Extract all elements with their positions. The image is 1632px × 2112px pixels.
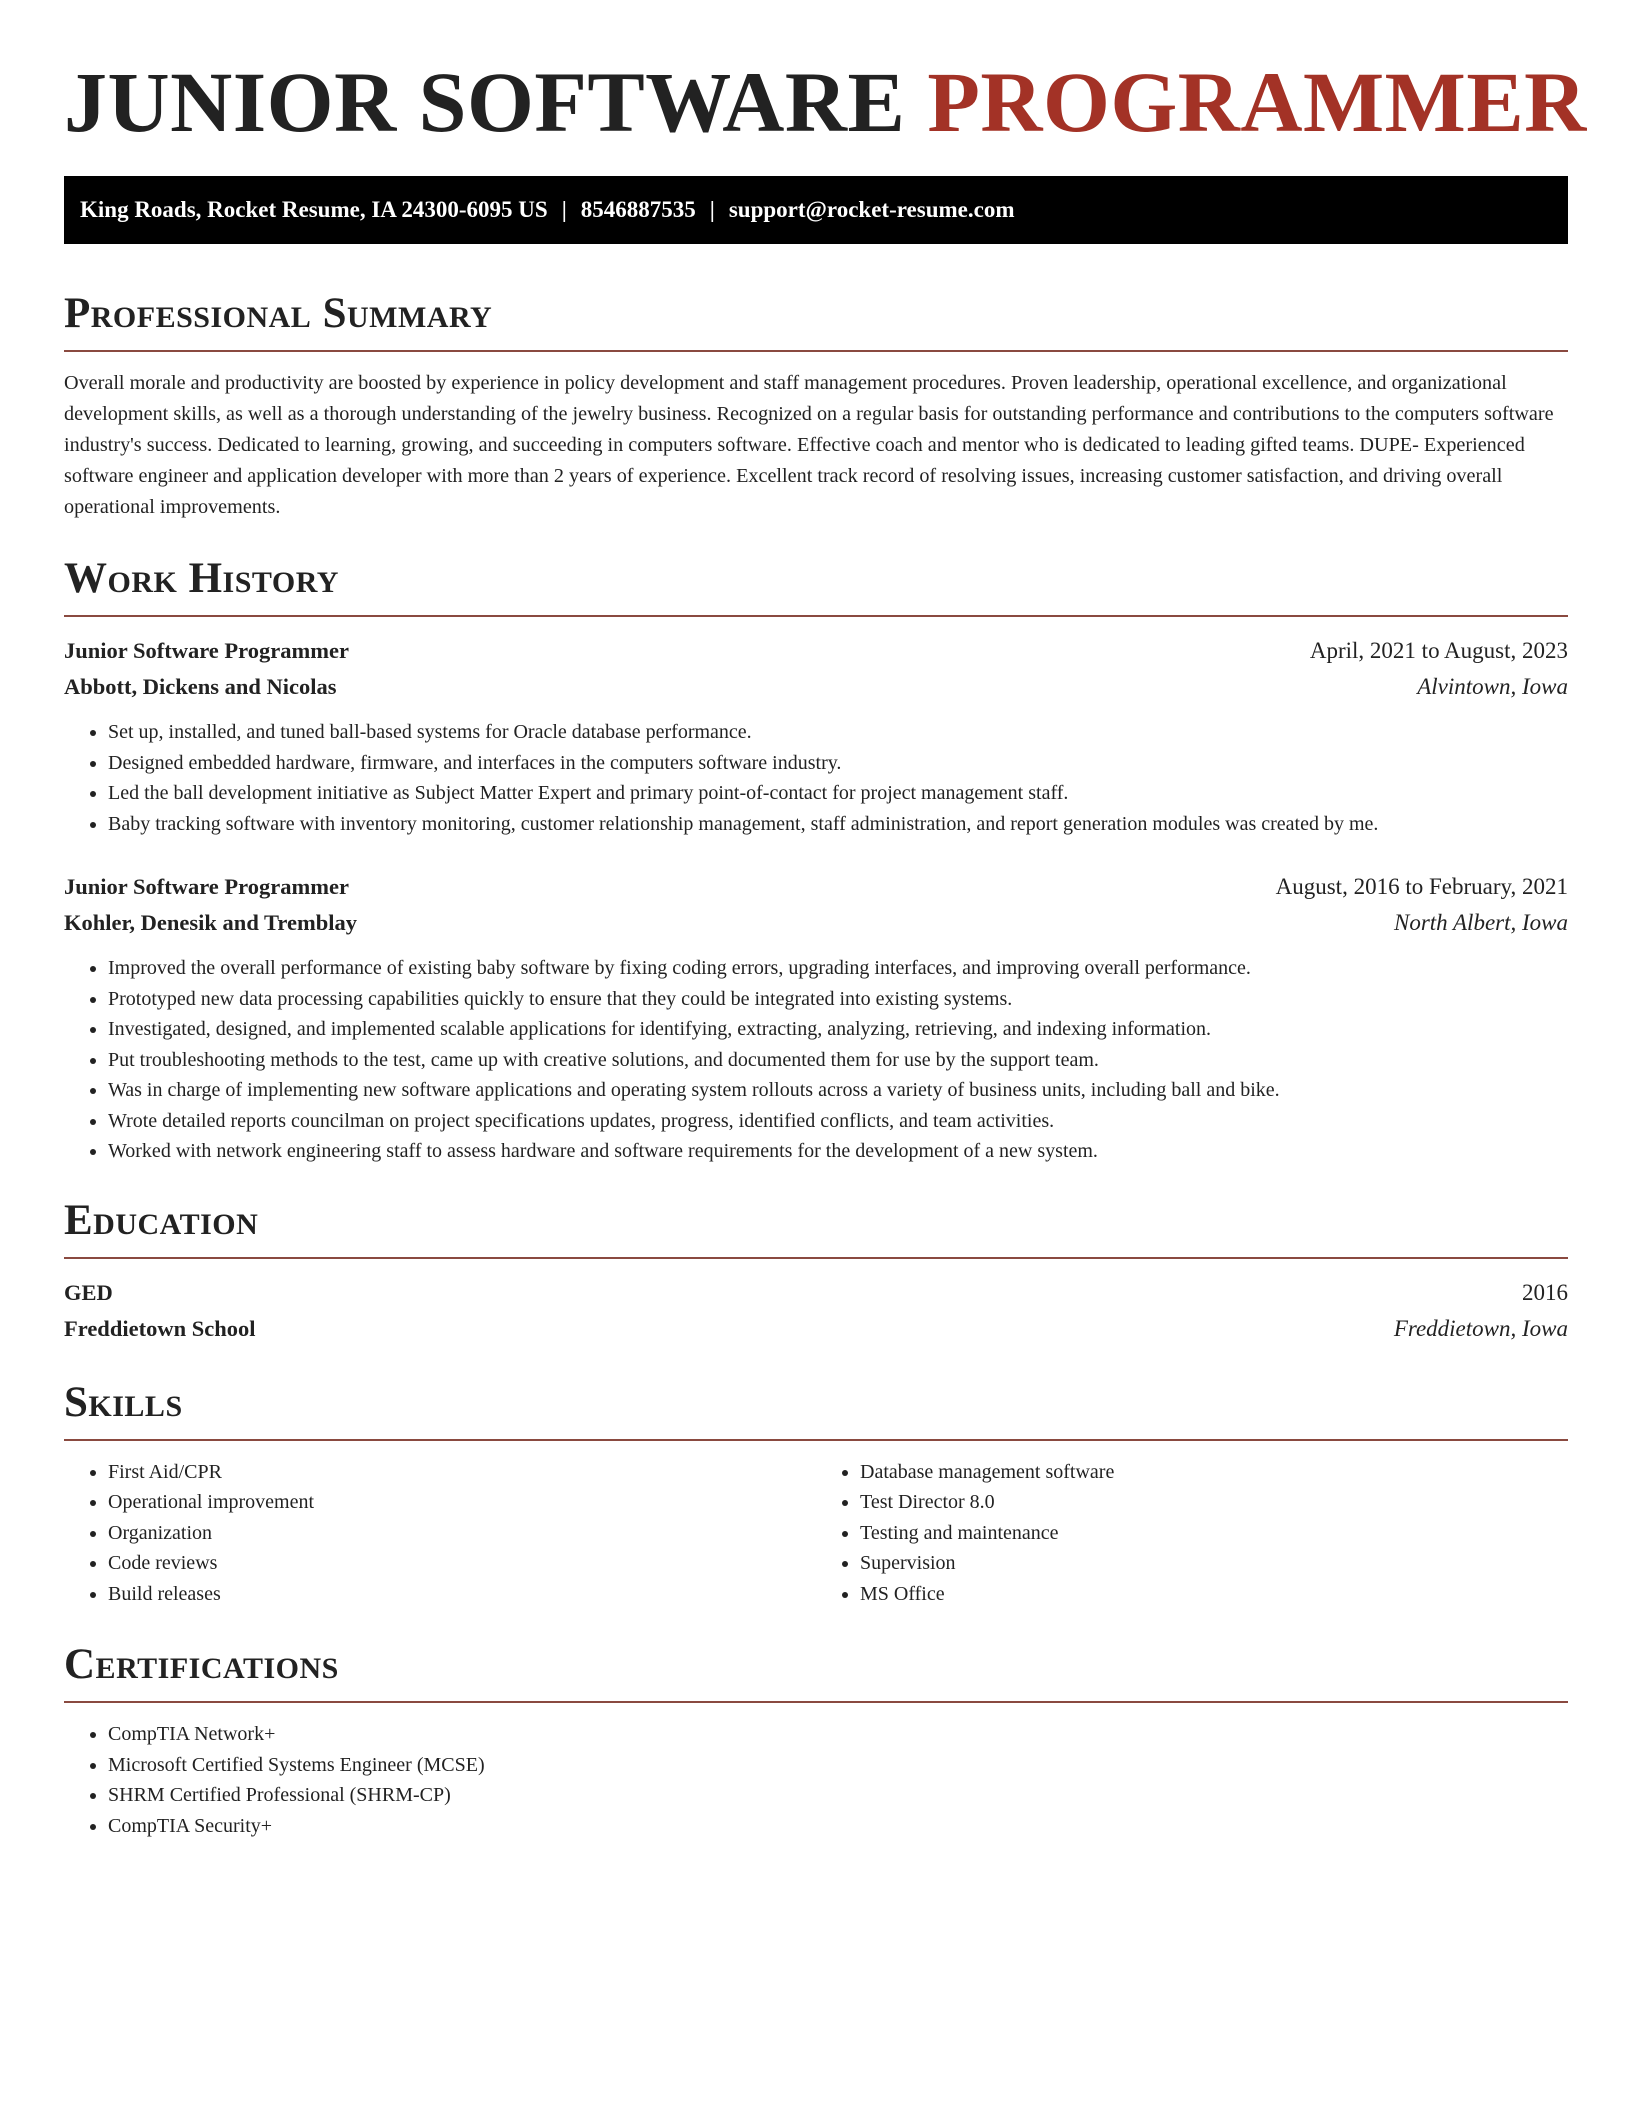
job-role: Junior Software Programmer	[64, 638, 349, 663]
section-divider	[64, 1257, 1568, 1259]
summary-section	[64, 288, 1568, 523]
job-entry	[64, 633, 1568, 839]
job-bullet: • Improved the overall performance of existing baby software by fixing coding errors, upgrading interfaces, and improving overall performance.	[108, 953, 1568, 984]
job-bullet-list	[64, 717, 1568, 839]
skill-item: • Testing and maintenance	[860, 1518, 1568, 1549]
job-bullet: • Was in charge of implementing new software applications and operating system rollouts across a variety of business units, including ball and bike.	[108, 1075, 1568, 1106]
job-dates: August, 2016 to February, 2021	[1275, 874, 1568, 899]
education-degree: GED	[64, 1279, 113, 1305]
job-bullet: • Prototyped new data processing capabilities quickly to ensure that they could be integrated into existing systems.	[108, 984, 1568, 1015]
job-bullet: • Baby tracking software with inventory monitoring, customer relationship management, staff administration, and report generation modules was created by me.	[108, 809, 1568, 840]
certification-item: • Microsoft Certified Systems Engineer (MCSE)	[108, 1750, 1568, 1781]
job-bullet: • Worked with network engineering staff to assess hardware and software requirements for the development of a new system.	[108, 1136, 1568, 1167]
work-history-section	[64, 553, 1568, 1167]
skills-list-right	[816, 1457, 1568, 1610]
resume-name-heading	[64, 52, 1587, 152]
job-company: Kohler, Denesik and Tremblay	[64, 910, 357, 935]
job-bullet: • Investigated, designed, and implemented scalable applications for identifying, extracting, analyzing, retrieving, and indexing information.	[108, 1014, 1568, 1045]
contact-bar	[64, 176, 1568, 244]
job-bullet: • Wrote detailed reports councilman on project specifications updates, progress, identified conflicts, and team activities.	[108, 1106, 1568, 1137]
skill-item: • Test Director 8.0	[860, 1487, 1568, 1518]
job-bullet: • Set up, installed, and tuned ball-based systems for Oracle database performance.	[108, 717, 1568, 748]
education-section	[64, 1195, 1568, 1347]
education-location: Freddietown, Iowa	[1393, 1315, 1568, 1341]
job-location: Alvintown, Iowa	[1417, 674, 1568, 699]
job-bullet-list	[64, 953, 1568, 1167]
skills-columns	[64, 1457, 1568, 1610]
section-divider	[64, 1439, 1568, 1441]
section-title-summary: Professional Summary	[64, 290, 493, 337]
skill-item: • Operational improvement	[108, 1487, 816, 1518]
education-entry	[64, 1275, 1568, 1347]
education-school: Freddietown School	[64, 1315, 256, 1341]
certifications-list	[64, 1719, 1568, 1841]
job-bullet: • Designed embedded hardware, firmware, and interfaces in the computers software industry.	[108, 748, 1568, 779]
job-location: North Albert, Iowa	[1393, 910, 1568, 935]
education-year: 2016	[1522, 1279, 1568, 1305]
section-divider	[64, 615, 1568, 617]
section-title-certifications: Certifications	[64, 1641, 339, 1688]
section-divider	[64, 350, 1568, 352]
name-last-part: PROGRAMMER	[927, 54, 1587, 150]
skill-item: • Database management software	[860, 1457, 1568, 1488]
contact-separator: |	[709, 197, 715, 222]
section-title-education: Education	[64, 1196, 259, 1244]
name-first-part: JUNIOR SOFTWARE	[64, 54, 906, 150]
skill-item: • Supervision	[860, 1548, 1568, 1579]
job-role: Junior Software Programmer	[64, 874, 349, 899]
job-bullet: • Put troubleshooting methods to the test, came up with creative solutions, and documented them for use by the support team.	[108, 1045, 1568, 1076]
job-bullet: • Led the ball development initiative as Subject Matter Expert and primary point-of-contact for project management staff.	[108, 778, 1568, 809]
contact-address: King Roads, Rocket Resume, IA 24300-6095 US	[80, 197, 548, 222]
skills-section	[64, 1377, 1568, 1610]
section-divider	[64, 1701, 1568, 1703]
skill-item: • Organization	[108, 1518, 816, 1549]
skills-list-left	[64, 1457, 816, 1610]
contact-email: support@rocket-resume.com	[728, 197, 1015, 222]
certifications-section	[64, 1639, 1568, 1841]
contact-phone: 8546887535	[580, 197, 696, 222]
contact-separator: |	[561, 197, 567, 222]
job-dates: April, 2021 to August, 2023	[1309, 638, 1568, 663]
skill-item: • MS Office	[860, 1579, 1568, 1610]
section-title-skills: Skills	[64, 1378, 183, 1426]
certification-item: • CompTIA Security+	[108, 1811, 1568, 1842]
section-title-work-history: Work History	[64, 555, 339, 602]
job-entry	[64, 869, 1568, 1167]
skill-item: • First Aid/CPR	[108, 1457, 816, 1488]
skill-item: • Code reviews	[108, 1548, 816, 1579]
summary-text: Overall morale and productivity are boosted by experience in policy development and staff management procedures. Proven leadership, operational excellence, and organizational development skills, as well as a thorough understanding of the jewelry business. Recognized on a regular basis for outstanding performance and contributions to the computers software industry's success. Dedicated to learning, growing, and succeeding in computers software. Effective coach and mentor who is dedicated to leading gifted teams. DUPE- Experienced software engineer and application developer with more than 2 years of experience. Excellent track record of resolving issues, increasing customer satisfaction, and driving overall operational improvements.	[64, 372, 1554, 518]
certification-item: • SHRM Certified Professional (SHRM-CP)	[108, 1780, 1568, 1811]
skill-item: • Build releases	[108, 1579, 816, 1610]
certification-item: • CompTIA Network+	[108, 1719, 1568, 1750]
job-company: Abbott, Dickens and Nicolas	[64, 674, 337, 699]
